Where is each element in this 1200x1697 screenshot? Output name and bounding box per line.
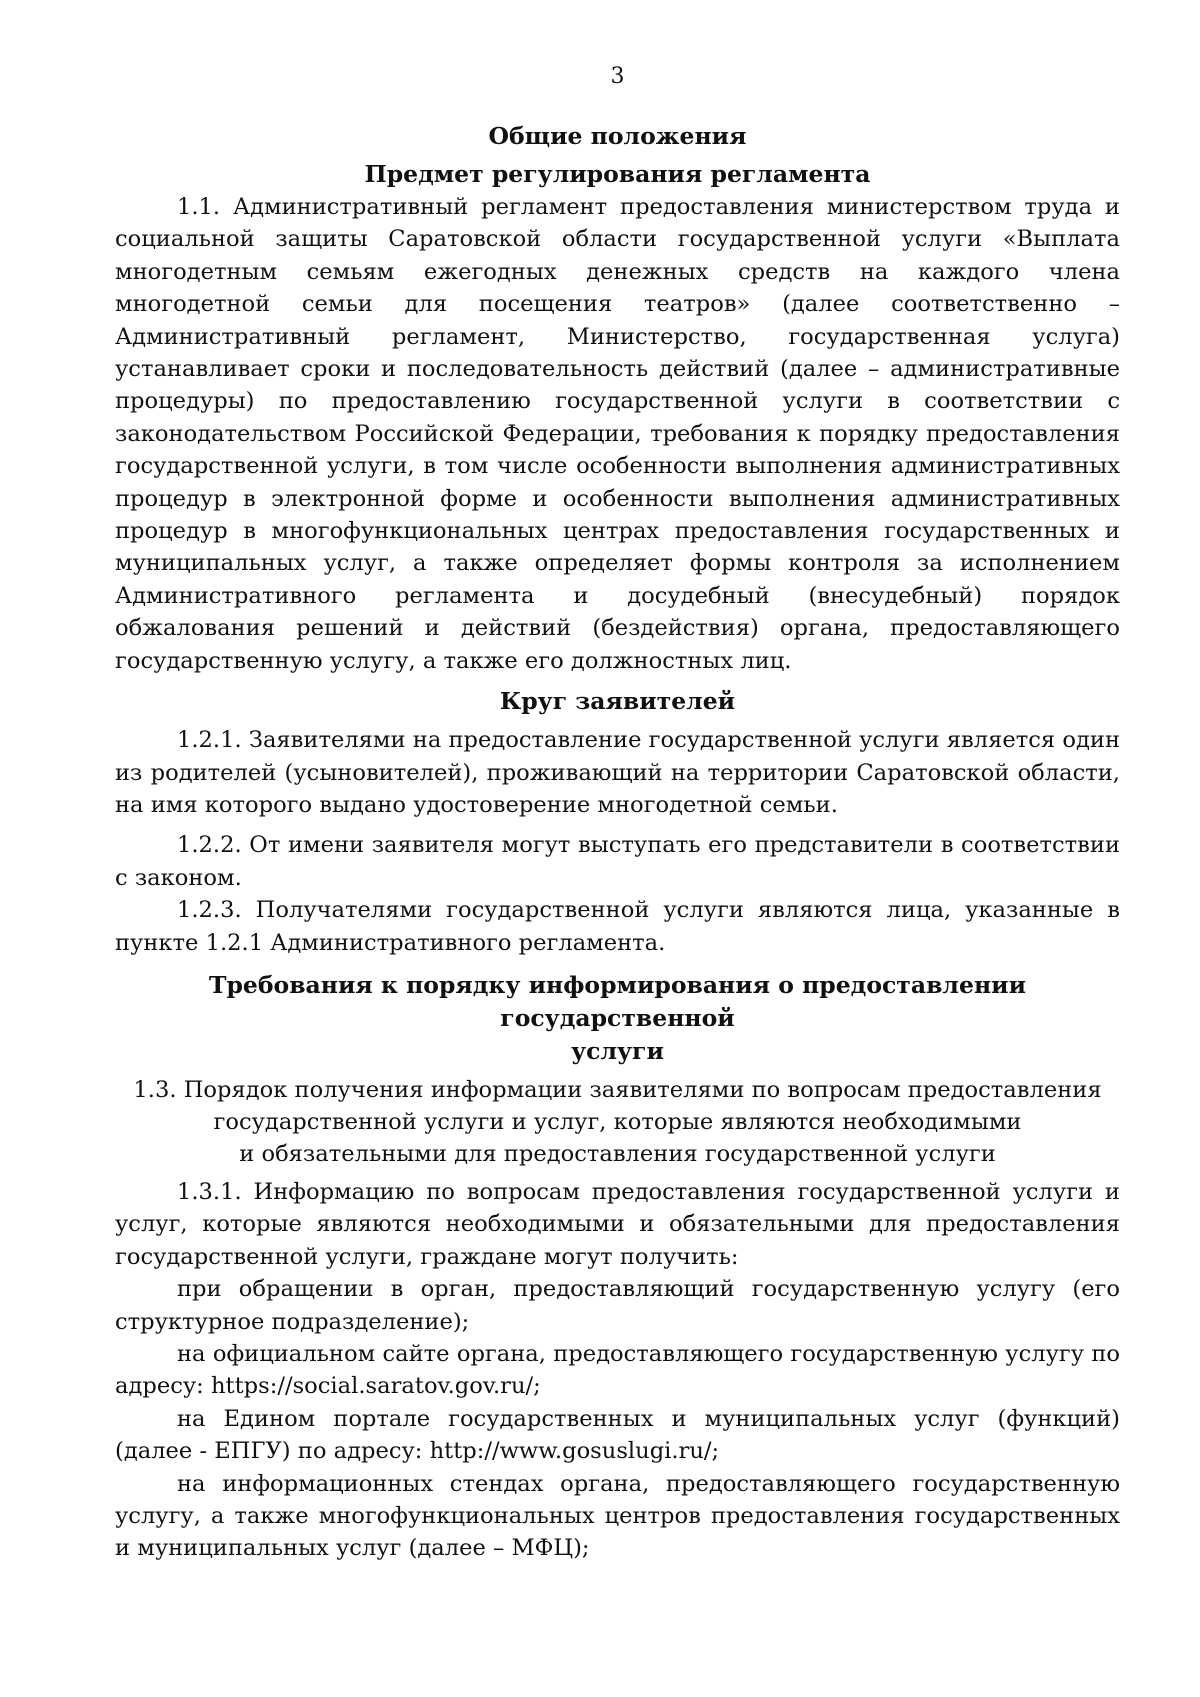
section-title-subject: Предмет регулирования регламента: [364, 160, 871, 188]
subheading-1-3-line1: 1.3. Порядок получения информации заявителями по вопросам предоставления: [133, 1076, 1102, 1103]
subheading-1-3: [115, 1074, 1120, 1170]
section-title-information-line1: Требования к порядку информирования о предоставлении государственной: [208, 970, 1026, 1032]
section-title-information-line2: услуги: [571, 1036, 664, 1065]
list-item-epgu: [115, 1403, 1120, 1468]
list-item-official-site: [115, 1338, 1120, 1403]
section-title-general: Общие положения: [488, 122, 747, 150]
document-page: [115, 62, 1120, 1565]
official-site-link[interactable]: https://social.saratov.gov.ru/: [210, 1373, 534, 1400]
gosuslugi-link[interactable]: http://www.gosuslugi.ru/: [429, 1438, 712, 1465]
list-item-office: при обращении в орган, предоставляющий государственную услугу (его структурное подразделение);: [115, 1276, 1120, 1335]
paragraph-1-2-3: 1.2.3. Получателями государственной услуги являются лица, указанные в пункте 1.2.1 Административного регламента.: [115, 897, 1120, 956]
section-title-information: [115, 969, 1120, 1068]
paragraph-1-1: 1.1. Административный регламент предоставления министерством труда и социальной защиты Саратовской области государственной услуги «Выплата многодетным семьям ежегодных денежных средств на каждого члена многодетной семьи для посещения театров» (далее соответственно – Административный регламент, Министерство, государственная услуга) устанавливает сроки и последовательность действий (далее – административные процедуры) по предоставлению государственной услуги в соответствии с законодательством Российской Федерации, требования к порядку предоставления государственной услуги, в том числе особенности выполнения административных процедур в электронной форме и особенности выполнения административных процедур в многофункциональных центрах предоставления государственных и муниципальных услуг, а также определяет формы контроля за исполнением Административного регламента и досудебный (внесудебный) порядок обжалования решений и действий (бездействия) органа, предоставляющего государственную услугу, а также его должностных лиц.: [115, 194, 1120, 674]
paragraph-1-2-2: 1.2.2. От имени заявителя могут выступать его представители в соответствии с законом.: [115, 832, 1120, 891]
subheading-1-3-line3: и обязательными для предоставления государственной услуги: [239, 1140, 996, 1167]
page-number: 3: [610, 64, 625, 89]
list-item-epgu-text: на Едином портале государственных и муниципальных услуг (функций) (далее - ЕПГУ) по адресу:: [115, 1405, 1120, 1465]
list-item-official-site-end: ;: [533, 1373, 541, 1400]
list-item-official-site-text: на официальном сайте органа, предоставляющего государственную услугу по адресу:: [115, 1340, 1120, 1400]
subheading-1-3-line2: государственной услуги и услуг, которые являются необходимыми: [213, 1108, 1022, 1135]
paragraph-1-2-1: 1.2.1. Заявителями на предоставление государственной услуги является один из родителей (усыновителей), проживающий на территории Саратовской области, на имя которого выдано удостоверение многодетной семьи.: [115, 727, 1120, 818]
paragraph-1-3-1: 1.3.1. Информацию по вопросам предоставления государственной услуги и услуг, которые являются необходимыми и обязательными для предоставления государственной услуги, граждане могут получить:: [115, 1178, 1120, 1270]
list-item-info-stands: на информационных стендах органа, предоставляющего государственную услугу, а также многофункциональных центров предоставления государственных и муниципальных услуг (далее – МФЦ);: [115, 1470, 1120, 1562]
section-title-applicants: Круг заявителей: [499, 687, 736, 716]
list-item-epgu-end: ;: [711, 1438, 720, 1465]
